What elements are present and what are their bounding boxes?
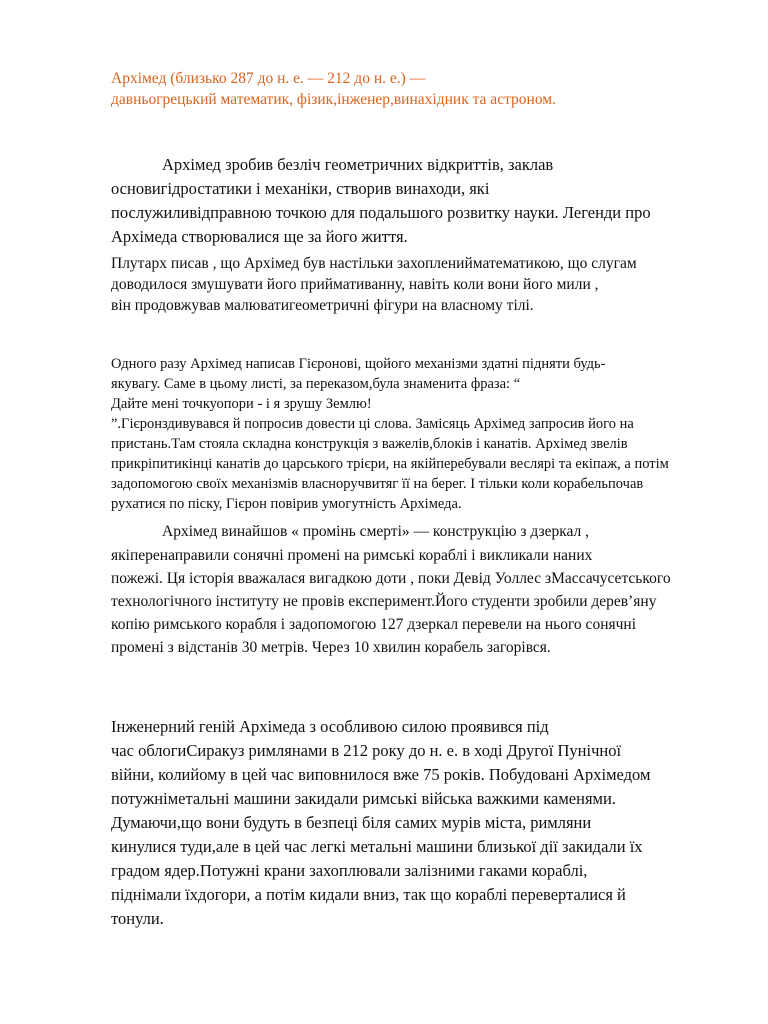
paragraph-line: Дайте мені точкуопори - і я зрушу Землю!: [111, 396, 372, 412]
paragraph-line: Плутарх писав , що Архімед був настільки захопленийматематикою, що слугам: [111, 255, 637, 272]
paragraph-syracuse: [111, 715, 751, 931]
paragraph-line: Архімед винайшов « промінь смерті» — конструкцію з дзеркал ,: [162, 523, 590, 540]
paragraph-line: час облогиСиракуз римлянами в 212 року до н. е. в ході Другої Пунічної: [111, 741, 622, 760]
paragraph-line: основигідростатики і механіки, створив винаходи, які: [111, 179, 490, 198]
paragraph-line: доводилося змушувати його приймативанну, навіть коли вони його мили ,: [111, 276, 599, 293]
heading-line: давньогрецький математик, фізик,інженер,винахідник та астроном.: [111, 91, 556, 108]
paragraph-hieron: [111, 354, 751, 514]
paragraph-line: Одного разу Архімед написав Гієронові, щойого механізми здатні підняти будь-: [111, 356, 606, 372]
paragraph-line: промені з відстанів 30 метрів. Через 10 хвилин корабель загорівся.: [111, 639, 551, 656]
paragraph-line: пожежі. Ця історія вважалася вигадкою доти , поки Девід Уоллес зМассачусетського: [111, 570, 671, 587]
paragraph-line: Архімеда створювалися ще за його життя.: [111, 227, 408, 246]
paragraph-discoveries: [111, 153, 751, 249]
paragraph-line: градом ядер.Потужні крани захоплювали залізними гаками кораблі,: [111, 861, 588, 880]
paragraph-line: піднімали їхдогори, а потім кидали вниз, так що кораблі переверталися й: [111, 885, 626, 904]
paragraph-line: послужиливідправною точкою для подальшого розвитку науки. Легенди про: [111, 203, 651, 222]
paragraph-line: копію римського корабля і задопомогою 127 дзеркал перевели на нього сонячні: [111, 616, 637, 633]
paragraph-line: кинулися туди,але в цей час легкі метальні машини близької дії закидали їх: [111, 837, 643, 856]
paragraph-line: рухатися по піску, Гієрон повірив умогутність Архімеда.: [111, 496, 462, 512]
paragraph-line: ”.Гієронздивувався й попросив довести ці слова. Замісяць Архімед запросив його на: [111, 416, 634, 432]
heading-line: Архімед (близько 287 до н. е. — 212 до н. е.) —: [111, 70, 426, 87]
paragraph-line: задопомогою своїх механізмів власноручвитяг її на берег. І тільки коли корабельпочав: [111, 476, 644, 492]
paragraph-line: технологічного інституту не провів експеримент.Його студенти зробили дерев’яну: [111, 593, 657, 610]
paragraph-line: пристань.Там стояла складна конструкція з важелів,блоків і канатів. Архімед звелів: [111, 436, 628, 452]
paragraph-line: якувагу. Саме в цьому листі, за переказом,була знаменита фраза: “: [111, 376, 521, 392]
paragraph-line: потужніметальні машини закидали римські війська важкими каменями.: [111, 789, 616, 808]
paragraph-line: він продовжував малюватигеометричні фігури на власному тілі.: [111, 297, 534, 314]
paragraph-line: Думаючи,що вони будуть в безпеці біля самих мурів міста, римляни: [111, 813, 592, 832]
paragraph-line: якіперенаправили сонячні промені на римські кораблі і викликали наних: [111, 547, 593, 564]
paragraph-death-ray: [111, 520, 751, 659]
paragraph-line: війни, колийому в цей час виповнилося вже 75 років. Побудовані Архімедом: [111, 765, 651, 784]
paragraph-line: прикріпитикінці канатів до царського трієри, на якійперебували веслярі та екіпаж, а потім: [111, 456, 669, 472]
paragraph-line: Інженерний геній Архімеда з особливою силою проявився під: [111, 717, 549, 736]
paragraph-line: Архімед зробив безліч геометричних відкриттів, заклав: [162, 155, 554, 174]
document-heading: [111, 68, 731, 110]
paragraph-line: тонули.: [111, 909, 164, 928]
paragraph-plutarch: [111, 253, 751, 316]
